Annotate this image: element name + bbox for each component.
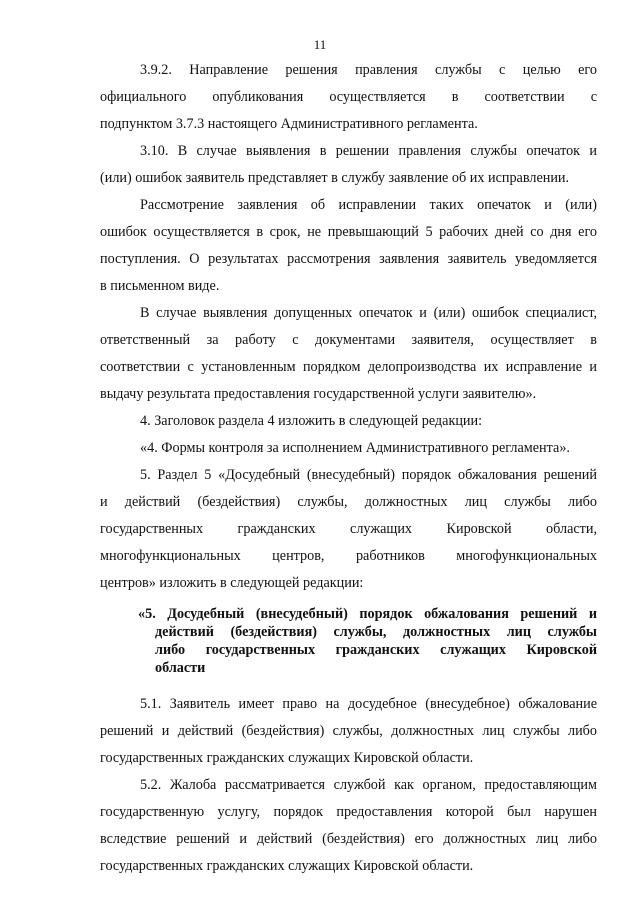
heading-line: области bbox=[155, 660, 206, 676]
paragraph-line: 5.1. Заявитель имеет право на досудебное (внесудебное) обжалование bbox=[140, 696, 597, 712]
paragraph-line: 3.10. В случае выявления в решении правления службы опечаток и bbox=[140, 143, 597, 159]
paragraph-line: многофункциональных центров, работников многофункциональных bbox=[100, 548, 597, 564]
document-body bbox=[100, 57, 597, 880]
paragraph-line: соответствии с установленным порядком делопроизводства их исправление и bbox=[100, 359, 597, 375]
paragraph-line: и действий (бездействия) службы, должностных лиц службы либо bbox=[100, 494, 597, 510]
paragraph-line: государственных гражданских служащих Кировской области. bbox=[100, 750, 474, 766]
page-number: 11 bbox=[313, 37, 327, 52]
paragraph-line: «4. Формы контроля за исполнением Административного регламента». bbox=[140, 440, 570, 456]
paragraph-line: подпунктом 3.7.3 настоящего Административного регламента. bbox=[100, 116, 478, 132]
paragraph-line: государственных гражданских служащих Кировской области. bbox=[100, 858, 474, 874]
paragraph-line: (или) ошибок заявитель представляет в службу заявление об их исправлении. bbox=[100, 170, 570, 186]
paragraph-line: В случае выявления допущенных опечаток и (или) ошибок специалист, bbox=[140, 305, 597, 321]
paragraph-line: ответственный за работу с документами заявителя, осуществляет в bbox=[100, 332, 597, 348]
paragraph-line: 5.2. Жалоба рассматривается службой как органом, предоставляющим bbox=[140, 777, 597, 793]
paragraph-line: государственных гражданских служащих Кировской области, bbox=[100, 521, 597, 537]
heading-line: действий (бездействия) службы, должностных лиц службы bbox=[155, 624, 597, 640]
heading-line: «5. Досудебный (внесудебный) порядок обжалования решений и bbox=[138, 606, 597, 622]
paragraph-line: официального опубликования осуществляется в соответствии с bbox=[100, 89, 597, 105]
paragraph-line: 4. Заголовок раздела 4 изложить в следующей редакции: bbox=[140, 413, 483, 429]
paragraph-line: вследствие решений и действий (бездействия) его должностных лиц либо bbox=[100, 831, 597, 847]
paragraph-line: Рассмотрение заявления об исправлении таких опечаток и (или) bbox=[140, 197, 597, 213]
paragraph-line: ошибок осуществляется в срок, не превышающий 5 рабочих дней со дня его bbox=[100, 224, 597, 240]
section-heading bbox=[138, 605, 597, 677]
paragraph-line: 3.9.2. Направление решения правления службы с целью его bbox=[140, 62, 597, 78]
paragraph-line: 5. Раздел 5 «Досудебный (внесудебный) порядок обжалования решений bbox=[140, 467, 597, 483]
paragraph-line: государственную услугу, порядок предоставления которой был нарушен bbox=[100, 804, 597, 820]
paragraph-line: центров» изложить в следующей редакции: bbox=[100, 575, 364, 591]
paragraph-line: выдачу результата предоставления государственной услуги заявителю». bbox=[100, 386, 537, 402]
paragraph-line: в письменном виде. bbox=[100, 278, 220, 294]
heading-line: либо государственных гражданских служащих Кировской bbox=[155, 642, 597, 658]
paragraph-line: решений и действий (бездействия) службы, должностных лиц службы либо bbox=[100, 723, 597, 739]
paragraph-line: поступления. О результатах рассмотрения заявления заявитель уведомляется bbox=[100, 251, 597, 267]
